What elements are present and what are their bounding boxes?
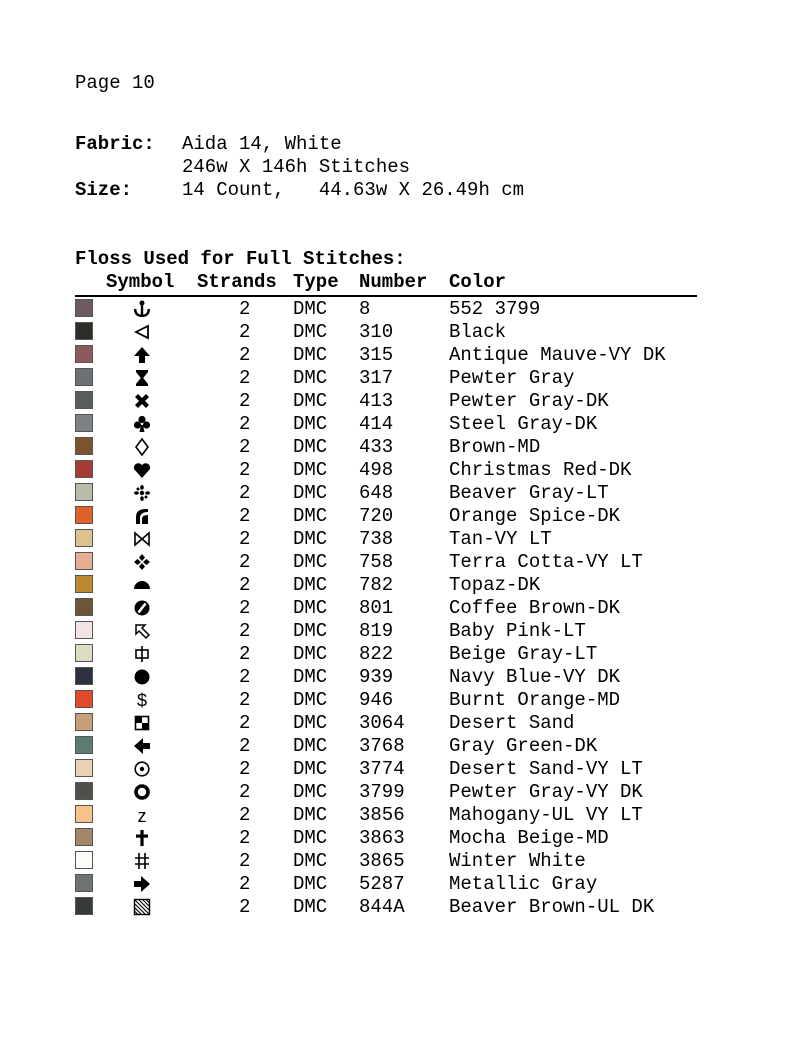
color-swatch [75,299,93,317]
color-swatch [75,713,93,731]
type-cell: DMC [293,850,328,872]
number-cell: 317 [359,367,394,389]
fabric-value: Aida 14, White [182,133,342,155]
svg-text:$: $ [136,690,148,711]
color-swatch [75,736,93,754]
strands-cell: 2 [239,367,251,389]
type-cell: DMC [293,482,328,504]
strands-cell: 2 [239,436,251,458]
number-cell: 433 [359,436,394,458]
strands-cell: 2 [239,735,251,757]
diamond-outline-icon [131,436,153,458]
number-cell: 413 [359,390,394,412]
bowtie-icon [131,528,153,550]
number-cell: 3799 [359,781,405,803]
strands-cell: 2 [239,643,251,665]
type-cell: DMC [293,413,328,435]
color-swatch [75,851,93,869]
hash-icon [131,850,153,872]
size-label: Size: [75,179,133,201]
header-strands: Strands [197,271,277,293]
floss-row [0,803,794,826]
header-color: Color [449,271,507,293]
color-swatch [75,644,93,662]
color-swatch [75,322,93,340]
type-cell: DMC [293,505,328,527]
type-cell: DMC [293,804,328,826]
strands-cell: 2 [239,321,251,343]
hourglass-icon [131,367,153,389]
type-cell: DMC [293,758,328,780]
arrow-up-left-outline-icon [131,620,153,642]
number-cell: 3768 [359,735,405,757]
type-cell: DMC [293,344,328,366]
floss-row [0,895,794,918]
type-cell: DMC [293,298,328,320]
color-name-cell: Coffee Brown-DK [449,597,621,619]
number-cell: 738 [359,528,394,550]
arrow-left-icon [131,735,153,757]
filled-circle-icon [131,666,153,688]
checker-square-icon [131,712,153,734]
page-label: Page 10 [75,72,155,94]
floss-row [0,573,794,596]
color-swatch [75,460,93,478]
floss-row [0,481,794,504]
color-name-cell: Terra Cotta-VY LT [449,551,643,573]
floss-row [0,734,794,757]
strands-cell: 2 [239,873,251,895]
color-name-cell: Beaver Gray-LT [449,482,609,504]
color-name-cell: Pewter Gray-VY DK [449,781,643,803]
floss-row [0,711,794,734]
color-name-cell: Tan-VY LT [449,528,552,550]
color-name-cell: Winter White [449,850,586,872]
color-swatch [75,690,93,708]
color-name-cell: Beaver Brown-UL DK [449,896,655,918]
number-cell: 310 [359,321,394,343]
number-cell: 3863 [359,827,405,849]
color-swatch [75,897,93,915]
color-name-cell: Navy Blue-VY DK [449,666,621,688]
circle-dot-icon [131,758,153,780]
floss-row [0,297,794,320]
floss-row [0,826,794,849]
strands-cell: 2 [239,459,251,481]
strands-cell: 2 [239,505,251,527]
type-cell: DMC [293,896,328,918]
type-cell: DMC [293,574,328,596]
color-name-cell: Pewter Gray-DK [449,390,609,412]
floss-row [0,596,794,619]
type-cell: DMC [293,321,328,343]
type-cell: DMC [293,781,328,803]
number-cell: 758 [359,551,394,573]
number-cell: 720 [359,505,394,527]
strands-cell: 2 [239,804,251,826]
type-cell: DMC [293,643,328,665]
strands-cell: 2 [239,344,251,366]
color-swatch [75,552,93,570]
floss-row [0,389,794,412]
cross-x-icon [131,390,153,412]
latin-cross-icon [131,827,153,849]
color-swatch [75,759,93,777]
number-cell: 648 [359,482,394,504]
type-cell: DMC [293,620,328,642]
number-cell: 801 [359,597,394,619]
floss-row [0,550,794,573]
color-swatch [75,483,93,501]
fabric-stitches: 246w X 146h Stitches [182,156,411,178]
strands-cell: 2 [239,781,251,803]
number-cell: 819 [359,620,394,642]
number-cell: 315 [359,344,394,366]
number-cell: 946 [359,689,394,711]
color-name-cell: Antique Mauve-VY DK [449,344,666,366]
strands-cell: 2 [239,551,251,573]
floss-row [0,780,794,803]
color-name-cell: Metallic Gray [449,873,598,895]
strands-cell: 2 [239,666,251,688]
type-cell: DMC [293,551,328,573]
color-name-cell: 552 3799 [449,298,541,320]
number-cell: 782 [359,574,394,596]
strands-cell: 2 [239,528,251,550]
strands-cell: 2 [239,574,251,596]
type-cell: DMC [293,528,328,550]
four-diamonds-icon [131,551,153,573]
floss-row [0,688,794,711]
strands-cell: 2 [239,597,251,619]
floss-row [0,527,794,550]
floss-row [0,642,794,665]
strands-cell: 2 [239,896,251,918]
color-name-cell: Pewter Gray [449,367,575,389]
type-cell: DMC [293,735,328,757]
type-cell: DMC [293,459,328,481]
color-name-cell: Desert Sand-VY LT [449,758,643,780]
floss-section-title: Floss Used for Full Stitches: [75,248,406,270]
type-cell: DMC [293,873,328,895]
circle-slash-icon [131,597,153,619]
color-swatch [75,437,93,455]
number-cell: 3774 [359,758,405,780]
type-cell: DMC [293,436,328,458]
club-icon [131,413,153,435]
floss-table-header [0,271,794,295]
floss-row [0,504,794,527]
color-name-cell: Christmas Red-DK [449,459,632,481]
type-cell: DMC [293,597,328,619]
floss-row [0,757,794,780]
floss-row [0,872,794,895]
color-name-cell: Brown-MD [449,436,541,458]
type-cell: DMC [293,367,328,389]
floss-row [0,665,794,688]
floss-row [0,435,794,458]
color-name-cell: Mahogany-UL VY LT [449,804,643,826]
type-cell: DMC [293,390,328,412]
type-cell: DMC [293,827,328,849]
number-cell: 822 [359,643,394,665]
strands-cell: 2 [239,827,251,849]
floss-table [0,297,794,918]
floss-row [0,849,794,872]
ring-icon [131,781,153,803]
color-swatch [75,506,93,524]
arrow-right-icon [131,873,153,895]
color-swatch [75,667,93,685]
header-type: Type [293,271,339,293]
color-name-cell: Black [449,321,507,343]
number-cell: 498 [359,459,394,481]
number-cell: 5287 [359,873,405,895]
number-cell: 844A [359,896,405,918]
type-cell: DMC [293,712,328,734]
quarter-arc-icon [131,505,153,527]
strands-cell: 2 [239,620,251,642]
hatched-square-icon [131,896,153,918]
heart-icon [131,459,153,481]
half-circle-icon [131,574,153,596]
color-name-cell: Desert Sand [449,712,575,734]
color-swatch [75,391,93,409]
strands-cell: 2 [239,850,251,872]
strands-cell: 2 [239,758,251,780]
color-swatch [75,782,93,800]
color-name-cell: Burnt Orange-MD [449,689,621,711]
floss-row [0,343,794,366]
color-name-cell: Topaz-DK [449,574,541,596]
floss-row [0,458,794,481]
color-swatch [75,874,93,892]
type-cell: DMC [293,689,328,711]
anchor-icon [131,298,153,320]
number-cell: 3856 [359,804,405,826]
strands-cell: 2 [239,298,251,320]
number-cell: 414 [359,413,394,435]
strands-cell: 2 [239,413,251,435]
header-number: Number [359,271,428,293]
triangle-left-outline-icon [131,321,153,343]
strands-cell: 2 [239,689,251,711]
arrow-up-icon [131,344,153,366]
number-cell: 3865 [359,850,405,872]
floss-row [0,366,794,389]
color-name-cell: Gray Green-DK [449,735,598,757]
color-name-cell: Beige Gray-LT [449,643,598,665]
strands-cell: 2 [239,482,251,504]
color-swatch [75,575,93,593]
number-cell: 939 [359,666,394,688]
color-swatch [75,828,93,846]
letter-z-icon [131,804,153,826]
strands-cell: 2 [239,390,251,412]
number-cell: 3064 [359,712,405,734]
fabric-label: Fabric: [75,133,155,155]
color-swatch [75,805,93,823]
floss-row [0,619,794,642]
color-swatch [75,345,93,363]
color-name-cell: Baby Pink-LT [449,620,586,642]
number-cell: 8 [359,298,371,320]
svg-text:z: z [137,806,147,826]
color-name-cell: Steel Gray-DK [449,413,598,435]
color-name-cell: Mocha Beige-MD [449,827,609,849]
header-symbol: Symbol [106,271,175,293]
color-swatch [75,529,93,547]
color-swatch [75,621,93,639]
color-swatch [75,598,93,616]
color-swatch [75,368,93,386]
strands-cell: 2 [239,712,251,734]
floss-row [0,320,794,343]
dollar-icon [131,689,153,711]
color-swatch [75,414,93,432]
type-cell: DMC [293,666,328,688]
floss-row [0,412,794,435]
flower-icon [131,482,153,504]
size-value: 14 Count, 44.63w X 26.49h cm [182,179,525,201]
box-cross-icon [131,643,153,665]
color-name-cell: Orange Spice-DK [449,505,621,527]
